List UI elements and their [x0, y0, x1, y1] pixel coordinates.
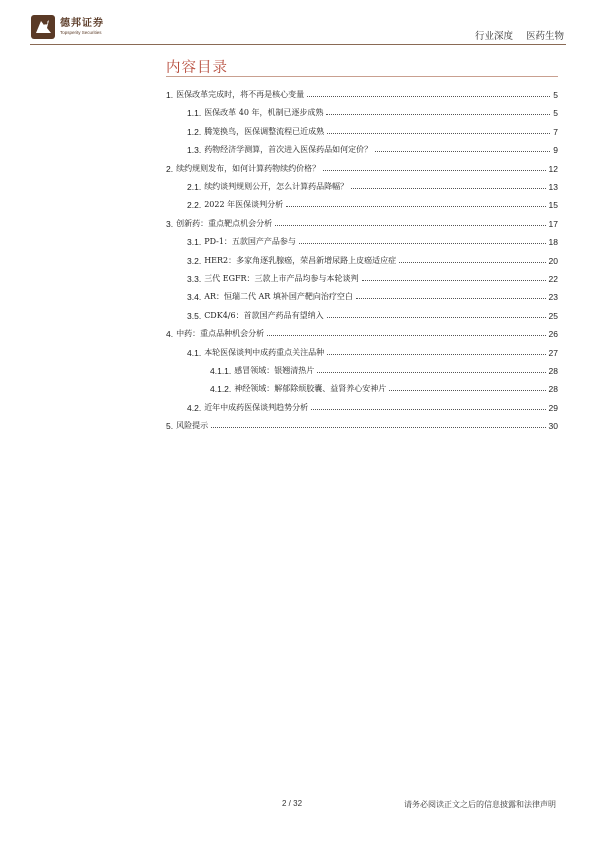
report-category: 行业深度	[474, 31, 513, 42]
toc-entry[interactable]	[187, 123, 558, 137]
toc-leader-dots	[389, 390, 545, 391]
toc-leader-dots	[399, 262, 545, 263]
header-meta	[475, 28, 564, 42]
toc-entry[interactable]	[187, 288, 558, 302]
toc-entry-number: 4.1.	[187, 347, 202, 358]
toc-entry-page: 12	[548, 163, 558, 174]
toc-entry-label: 药物经济学测算，首次进入医保药品如何定价？	[204, 145, 373, 155]
toc-entry-page: 28	[548, 384, 558, 395]
toc-entry-label: AR：恒瑞二代 AR 填补国产靶向治疗空白	[204, 292, 353, 302]
toc-entry-number: 3.1.	[187, 237, 202, 248]
company-logo	[30, 14, 104, 40]
toc-entry-label: 三代 EGFR：三款上市产品均参与本轮谈判	[204, 274, 359, 283]
toc-leader-dots	[211, 427, 545, 428]
toc-title-divider	[166, 76, 558, 77]
toc-entry-page: 20	[548, 255, 558, 266]
toc-entry-page: 28	[548, 366, 558, 376]
toc-entry-number: 3.4.	[187, 292, 202, 303]
toc-entry-page: 25	[548, 310, 558, 321]
toc-leader-dots	[323, 170, 545, 171]
toc-entry-number: 4.2.	[187, 402, 202, 413]
toc-entry[interactable]	[187, 233, 558, 247]
toc-leader-dots	[362, 280, 546, 281]
toc-entry-number: 1.1.	[187, 108, 202, 119]
toc-entry-number: 3.2.	[187, 255, 202, 266]
toc-entry-number: 1.2.	[187, 126, 202, 137]
toc-entry-label: 风险提示	[176, 421, 209, 431]
logo-name-cn: 德邦证券	[60, 17, 104, 29]
toc-leader-dots	[286, 206, 545, 207]
toc-entry-number: 3.3.	[187, 274, 202, 284]
toc-entry[interactable]	[187, 307, 558, 321]
toc-entry-label: 医保改革 40 年，机制已逐步成熟	[204, 108, 324, 118]
toc-entry-label: 本轮医保谈判中成药重点关注品种	[204, 347, 325, 357]
header-divider	[30, 44, 566, 45]
toc-leader-dots	[307, 96, 550, 97]
toc-entry[interactable]	[210, 380, 558, 394]
toc-entry-page: 5	[553, 90, 558, 100]
toc-entry[interactable]	[187, 344, 558, 358]
toc-entry-number: 4.1.2.	[210, 384, 232, 395]
toc-entry-label: PD-1：五款国产产品参与	[204, 237, 296, 247]
toc-leader-dots	[275, 225, 545, 226]
toc-entry[interactable]	[166, 86, 558, 100]
toc-entry[interactable]	[166, 417, 558, 431]
toc-entry-page: 13	[548, 182, 558, 192]
toc-entry-number: 1.	[166, 90, 174, 100]
toc-leader-dots	[311, 409, 545, 410]
toc-entry-label: 神经领域：解郁除烦胶囊、益肾养心安神片	[234, 384, 387, 394]
toc-entry-label: 腾笼换鸟，医保调整流程已近成熟	[204, 126, 325, 136]
toc-entry[interactable]	[166, 325, 558, 339]
toc-leader-dots	[327, 133, 550, 134]
toc-leader-dots	[375, 151, 550, 152]
toc-entry-page: 27	[548, 347, 558, 358]
toc-leader-dots	[267, 335, 545, 336]
toc-entry-number: 4.1.1.	[210, 366, 232, 376]
toc-entry[interactable]	[166, 160, 558, 174]
toc-entry-label: HER2：多家角逐乳腺癌，荣昌新增尿路上皮癌适应症	[204, 255, 397, 265]
toc-entry-number: 5.	[166, 421, 174, 432]
toc-entry-number: 2.2.	[187, 200, 202, 211]
toc-entry-page: 7	[553, 126, 558, 137]
toc-entry[interactable]	[187, 196, 558, 210]
toc-entry-label: 感冒领域：银翘清热片	[234, 366, 315, 375]
toc-entry-page: 18	[548, 237, 558, 248]
logo-name-en: Topsperity Securities	[60, 29, 102, 35]
toc-entry-page: 22	[548, 274, 558, 284]
toc-entry-label: 续约谈判规则公开，怎么计算药品降幅？	[204, 182, 349, 191]
toc-entry-label: 2022 年医保谈判分析	[204, 200, 284, 210]
toc-entry[interactable]	[187, 178, 558, 192]
toc-entry-number: 2.1.	[187, 182, 202, 192]
toc-entry-label: 医保改革完成时，将不再是核心变量	[176, 90, 305, 99]
page-indicator: 2 / 32	[282, 799, 303, 808]
toc-entry-number: 2.	[166, 163, 174, 174]
toc-entry[interactable]	[210, 362, 558, 376]
toc-entry[interactable]	[187, 270, 558, 284]
toc-entry-page: 17	[548, 218, 558, 229]
toc-entry[interactable]	[187, 252, 558, 266]
toc-entry[interactable]	[187, 399, 558, 413]
toc-leader-dots	[327, 317, 546, 318]
toc-leader-dots	[351, 188, 545, 189]
toc-entry-number: 4.	[166, 329, 174, 340]
toc-entry-label: 续约规则发布，如何计算药物续约价格？	[176, 163, 321, 173]
toc-entry-label: 中药：重点品种机会分析	[176, 329, 265, 339]
toc-entry-page: 23	[548, 292, 558, 303]
legal-disclaimer: 请务必阅读正文之后的信息披露和法律声明	[404, 800, 556, 809]
toc-entry[interactable]	[187, 141, 558, 155]
toc-leader-dots	[327, 354, 545, 355]
toc-entry-label: CDK4/6：首款国产药品有望纳入	[204, 310, 324, 320]
toc-entry[interactable]	[166, 215, 558, 229]
toc-leader-dots	[317, 372, 545, 373]
toc-entry-page: 30	[548, 421, 558, 432]
logo-emblem-icon	[30, 14, 56, 40]
report-sector: 医药生物	[525, 31, 564, 42]
toc-entry-page: 9	[553, 145, 558, 156]
toc-leader-dots	[356, 298, 546, 299]
toc-entry-page: 26	[548, 329, 558, 340]
toc-entry-page: 29	[548, 402, 558, 413]
toc-leader-dots	[326, 114, 550, 115]
toc-entry-number: 1.3.	[187, 145, 202, 156]
toc-entry-label: 创新药：重点靶点机会分析	[176, 218, 273, 228]
toc-leader-dots	[299, 243, 546, 244]
toc-entry-page: 5	[553, 108, 558, 119]
toc-entry-label: 近年中成药医保谈判趋势分析	[204, 402, 309, 412]
toc-entry[interactable]	[187, 104, 558, 118]
toc-entry-page: 15	[548, 200, 558, 211]
toc-entry-number: 3.5.	[187, 310, 202, 321]
toc-entry-number: 3.	[166, 218, 174, 229]
toc-title: 内容目录	[166, 60, 228, 76]
